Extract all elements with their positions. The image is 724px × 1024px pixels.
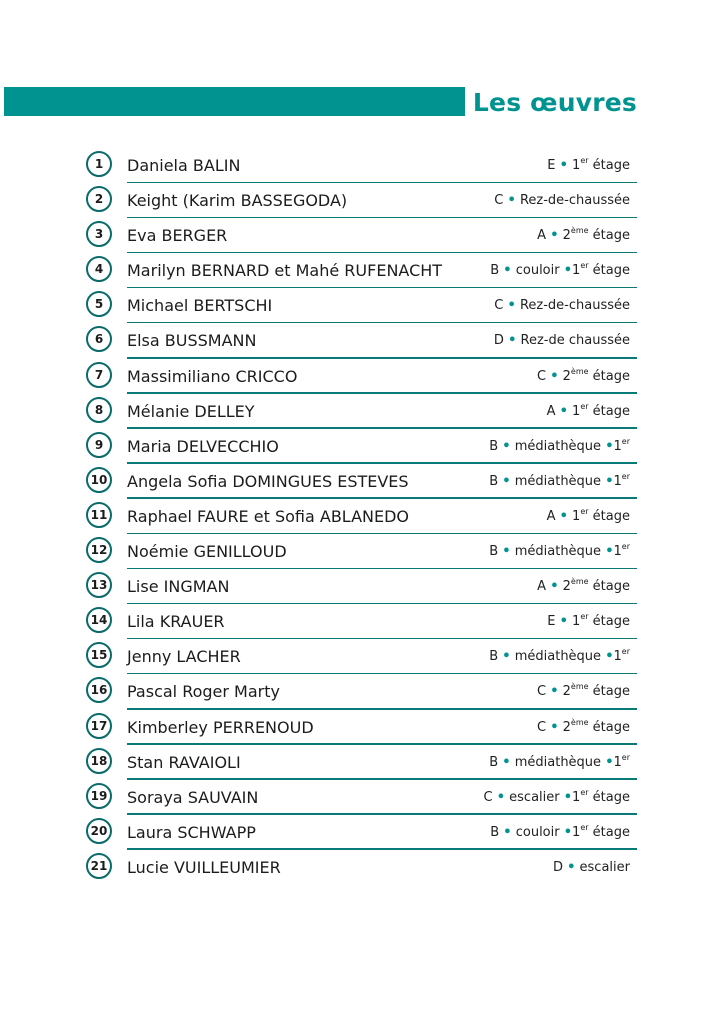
floor-suffix: er <box>580 156 589 165</box>
location-place: Rez-de-chaussée <box>515 298 630 314</box>
list-item <box>86 183 637 218</box>
bullet-icon: • <box>550 684 559 700</box>
list-item <box>86 323 637 358</box>
location-area: médiathèque <box>510 438 606 454</box>
list-item <box>86 288 637 323</box>
location-zone: C <box>536 684 551 700</box>
location-zone: D <box>552 859 568 875</box>
location-zone: A <box>537 579 551 595</box>
bullet-icon: • <box>503 824 512 840</box>
artist-name: Raphael FAURE et Sofia ABLANEDO <box>127 506 410 526</box>
location-area: médiathèque <box>510 544 606 560</box>
bullet-icon: • <box>507 193 516 209</box>
list-item <box>86 780 637 815</box>
artist-name: Eva BERGER <box>127 226 228 246</box>
item-number: 4 <box>86 256 112 282</box>
artist-name: Kimberley PERRENOUD <box>127 717 314 737</box>
bullet-icon: • <box>508 333 517 349</box>
list-item <box>86 745 637 780</box>
location-zone: A <box>546 403 560 419</box>
floor-suffix: ème <box>570 366 589 376</box>
location-place: Rez-de chaussée <box>516 333 630 349</box>
location-zone: C <box>536 368 551 384</box>
location <box>537 579 630 594</box>
bullet-icon: • <box>559 508 568 524</box>
floor-suffix: er <box>580 787 589 797</box>
location-place: étage <box>588 614 630 630</box>
bullet-icon: • <box>502 649 511 665</box>
list-item <box>86 710 637 745</box>
item-number: 14 <box>86 607 112 633</box>
list-item <box>86 815 637 850</box>
artist-name: Jenny LACHER <box>127 647 241 667</box>
bullet-icon: • <box>507 298 516 314</box>
location <box>553 860 630 875</box>
item-number: 5 <box>86 291 112 317</box>
location-area: couloir <box>511 263 564 279</box>
location <box>546 506 630 524</box>
location-area: escalier <box>575 859 630 875</box>
list-item <box>86 850 637 885</box>
location-place: étage <box>588 508 630 524</box>
list-item <box>86 604 637 639</box>
floor-suffix: ème <box>570 682 589 692</box>
location-place: étage <box>588 719 630 735</box>
list-item <box>86 394 637 429</box>
list-item <box>86 359 637 394</box>
floor-suffix: er <box>621 436 630 446</box>
item-number: 7 <box>86 362 112 388</box>
location <box>483 787 630 805</box>
location <box>536 366 630 384</box>
location <box>489 436 630 454</box>
location-place: étage <box>588 824 630 840</box>
bullet-icon: • <box>559 614 568 630</box>
location-zone: B <box>489 544 503 560</box>
floor-suffix: ème <box>570 577 589 587</box>
floor-number: 1 <box>567 403 581 419</box>
list-item <box>86 499 637 534</box>
item-number: 19 <box>86 783 112 809</box>
location-place: étage <box>588 684 630 700</box>
floor-number: 1 <box>613 754 622 770</box>
location <box>537 228 630 243</box>
floor-number: 2 <box>558 719 571 735</box>
location <box>494 298 630 313</box>
location-place: étage <box>588 158 630 173</box>
bullet-icon: • <box>550 368 559 384</box>
location-zone: B <box>489 649 503 665</box>
floor-number: 1 <box>613 438 622 454</box>
artist-name: Stan RAVAIOLI <box>127 752 241 772</box>
bullet-icon: • <box>563 824 573 840</box>
floor-suffix: ème <box>570 717 589 727</box>
location-zone: A <box>537 228 551 244</box>
floor-number: 1 <box>613 544 622 560</box>
location-area: médiathèque <box>510 754 606 770</box>
location-area: médiathèque <box>510 473 606 489</box>
item-number: 8 <box>86 397 112 423</box>
floor-number: 2 <box>558 368 571 384</box>
location-zone: B <box>490 263 504 279</box>
floor-number: 1 <box>572 789 581 805</box>
bullet-icon: • <box>503 263 512 279</box>
location <box>547 158 630 173</box>
location <box>489 752 630 770</box>
bullet-icon: • <box>550 228 559 244</box>
floor-suffix: ème <box>570 226 589 236</box>
floor-suffix: er <box>580 261 589 271</box>
location-zone: B <box>489 473 503 489</box>
artist-name: Laura SCHWAPP <box>127 822 256 842</box>
floor-suffix: er <box>580 822 589 832</box>
floor-number: 2 <box>558 228 571 244</box>
location-zone: C <box>494 298 508 314</box>
location <box>494 193 630 208</box>
artist-name: Marilyn BERNARD et Mahé RUFENACHT <box>127 261 443 281</box>
floor-number: 1 <box>567 614 581 630</box>
location-zone: B <box>489 438 503 454</box>
location-place: étage <box>588 579 630 595</box>
location <box>547 614 630 629</box>
item-number: 11 <box>86 502 112 528</box>
bullet-icon: • <box>502 473 511 489</box>
artist-name: Massimiliano CRICCO <box>127 366 298 386</box>
item-number: 3 <box>86 221 112 247</box>
bullet-icon: • <box>605 649 614 665</box>
artist-name: Mélanie DELLEY <box>127 401 255 421</box>
item-number: 15 <box>86 642 112 668</box>
artist-name: Lila KRAUER <box>127 612 225 632</box>
item-number: 21 <box>86 853 112 879</box>
floor-number: 1 <box>613 649 622 665</box>
location-place: étage <box>588 263 630 279</box>
location-area: couloir <box>511 824 564 840</box>
bullet-icon: • <box>502 544 511 560</box>
location-zone: C <box>483 789 497 805</box>
floor-number: 1 <box>567 508 581 524</box>
location <box>546 401 630 419</box>
location <box>536 717 630 735</box>
location-place: étage <box>588 368 630 384</box>
location-zone: D <box>493 333 509 349</box>
artist-name: Maria DELVECCHIO <box>127 436 279 456</box>
item-number: 20 <box>86 818 112 844</box>
item-number: 18 <box>86 748 112 774</box>
location-area: escalier <box>505 789 564 805</box>
bullet-icon: • <box>559 158 568 173</box>
location <box>489 544 630 559</box>
floor-number: 1 <box>572 824 581 840</box>
list-item <box>86 569 637 604</box>
location-place: étage <box>588 789 630 805</box>
location-place: Rez-de-chaussée <box>515 193 630 209</box>
location <box>490 263 630 278</box>
location <box>489 471 630 489</box>
floor-suffix: er <box>621 471 630 481</box>
artist-name: Angela Sofia DOMINGUES ESTEVES <box>127 471 409 491</box>
artist-name: Pascal Roger Marty <box>127 682 280 702</box>
list-item <box>86 253 637 288</box>
floor-number: 1 <box>567 158 581 173</box>
bullet-icon: • <box>605 544 614 560</box>
list-item <box>86 534 637 569</box>
artist-name: Lucie VUILLEUMIER <box>127 857 281 877</box>
artist-name: Soraya SAUVAIN <box>127 787 259 807</box>
list-item <box>86 639 637 674</box>
location-zone: A <box>546 508 560 524</box>
bullet-icon: • <box>502 438 511 454</box>
artist-name: Noémie GENILLOUD <box>127 542 287 562</box>
floor-suffix: er <box>621 542 630 552</box>
page-title: Les œuvres <box>472 88 637 117</box>
list-item <box>86 464 637 499</box>
location-zone: B <box>490 824 504 840</box>
artist-name: Lise INGMAN <box>127 577 230 597</box>
bullet-icon: • <box>605 438 614 454</box>
floor-suffix: er <box>580 401 589 411</box>
location <box>490 822 630 840</box>
bullet-icon: • <box>496 789 506 805</box>
list-item <box>86 674 637 709</box>
location-place: étage <box>588 403 630 419</box>
list-item <box>86 429 637 464</box>
item-number: 12 <box>86 537 112 563</box>
bullet-icon: • <box>550 719 559 735</box>
list-item <box>86 218 637 253</box>
location-area: médiathèque <box>510 649 606 665</box>
artist-name: Keight (Karim BASSEGODA) <box>127 191 348 211</box>
floor-number: 1 <box>572 263 581 279</box>
location <box>537 684 630 699</box>
bullet-icon: • <box>605 473 614 489</box>
floor-suffix: er <box>580 612 589 622</box>
artist-name: Michael BERTSCHI <box>127 296 273 316</box>
item-number: 10 <box>86 467 112 493</box>
location <box>489 649 630 664</box>
item-number: 16 <box>86 677 112 703</box>
location-place: étage <box>588 228 630 244</box>
bullet-icon: • <box>550 579 559 595</box>
location <box>494 333 630 348</box>
item-number: 2 <box>86 186 112 212</box>
bullet-icon: • <box>502 754 511 770</box>
floor-number: 1 <box>613 473 622 489</box>
item-number: 17 <box>86 713 112 739</box>
floor-suffix: er <box>621 752 630 762</box>
bullet-icon: • <box>567 859 576 875</box>
location-zone: E <box>547 158 560 173</box>
location-zone: C <box>494 193 508 209</box>
floor-suffix: er <box>621 647 630 657</box>
bullet-icon: • <box>563 789 573 805</box>
artist-name: Daniela BALIN <box>127 156 241 175</box>
item-number: 1 <box>86 151 112 177</box>
list-item <box>86 148 637 183</box>
bullet-icon: • <box>563 263 573 279</box>
artist-name: Elsa BUSSMANN <box>127 331 257 351</box>
item-number: 9 <box>86 432 112 458</box>
bullet-icon: • <box>605 754 614 770</box>
floor-suffix: er <box>580 506 589 516</box>
location-zone: B <box>489 754 503 770</box>
location-zone: C <box>536 719 551 735</box>
location-zone: E <box>547 614 560 630</box>
floor-number: 2 <box>558 684 571 700</box>
item-number: 13 <box>86 572 112 598</box>
floor-number: 2 <box>558 579 571 595</box>
header-band <box>4 87 465 116</box>
item-number: 6 <box>86 326 112 352</box>
artist-list <box>86 148 637 885</box>
bullet-icon: • <box>559 403 568 419</box>
